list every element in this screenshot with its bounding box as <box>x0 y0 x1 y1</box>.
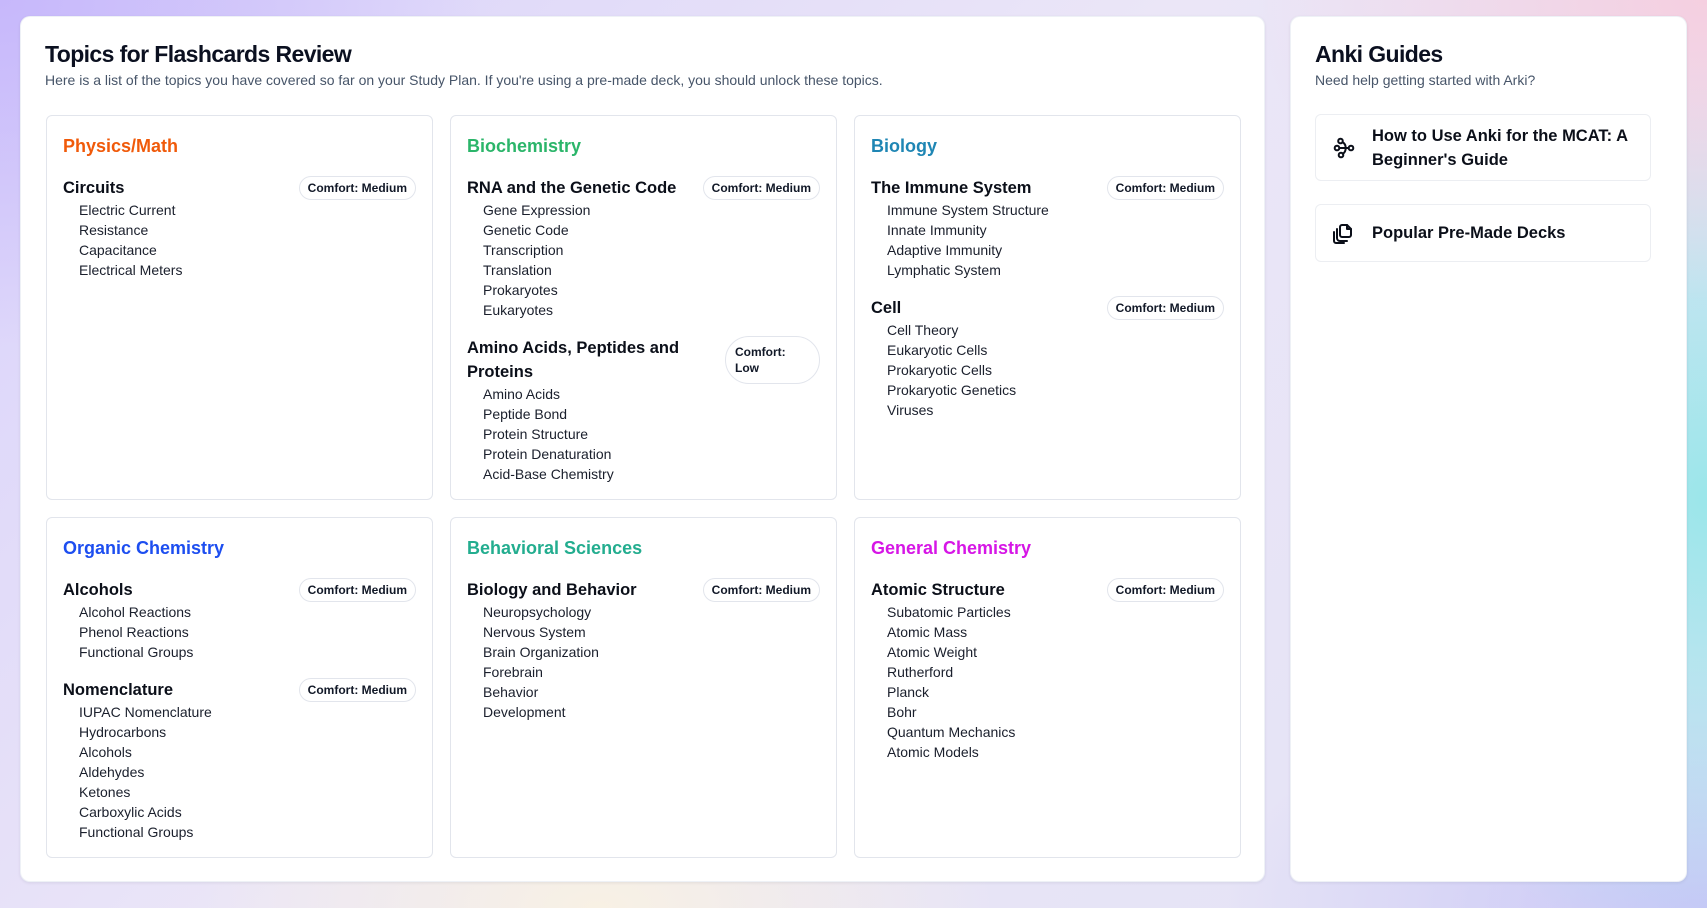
subtopic-item: Functional Groups <box>79 824 194 840</box>
subtopic-item: Prokaryotic Cells <box>887 362 993 378</box>
subtopic-item: Protein Denaturation <box>483 446 612 462</box>
topic <box>467 336 820 484</box>
subtopic-item: Eukaryotic Cells <box>887 342 988 358</box>
subtopic-item: Development <box>483 704 566 720</box>
guides-subtitle: Need help getting started with Arki? <box>1315 72 1536 88</box>
subtopic-item: Capacitance <box>79 242 157 258</box>
subtopic-list <box>467 602 820 722</box>
subtopic-item: Aldehydes <box>79 764 145 780</box>
subtopic-item: Forebrain <box>483 664 543 680</box>
subtopic-item: Phenol Reactions <box>79 624 189 640</box>
subject-title: Biology <box>871 136 937 156</box>
topic <box>63 176 416 280</box>
subtopic-item: Bohr <box>887 704 917 720</box>
subtopic-item: Viruses <box>887 402 934 418</box>
subtopic-item: Carboxylic Acids <box>79 804 182 820</box>
subject-title: Biochemistry <box>467 136 582 156</box>
topic-name: Nomenclature <box>63 681 174 699</box>
subtopic-list <box>871 320 1224 420</box>
subtopic-item: Planck <box>887 684 930 700</box>
files-icon <box>1332 221 1356 245</box>
subtopic-item: Eukaryotes <box>483 302 554 318</box>
topic-name: Cell <box>871 299 902 317</box>
topic-name: Biology and Behavior <box>467 581 637 599</box>
subject-card-general-chemistry <box>854 517 1241 858</box>
topic-name: The Immune System <box>871 179 1032 197</box>
route-icon <box>1332 136 1356 160</box>
subject-title: Organic Chemistry <box>63 538 225 558</box>
subtopic-item: Hydrocarbons <box>79 724 167 740</box>
subtopic-item: Nervous System <box>483 624 586 640</box>
guide-link-pre-made-decks[interactable] <box>1315 204 1651 262</box>
comfort-badge: Comfort: Medium <box>299 578 416 602</box>
subtopic-list <box>63 702 416 842</box>
anki-guides-panel <box>1290 16 1687 882</box>
subtopic-item: Lymphatic System <box>887 262 1001 278</box>
subtopic-list <box>467 200 820 320</box>
topics-panel <box>20 16 1265 882</box>
subtopic-list <box>467 384 820 484</box>
subtopic-item: Atomic Mass <box>887 624 968 640</box>
topic <box>467 578 820 722</box>
comfort-badge: Comfort: Medium <box>703 578 820 602</box>
subtopic-item: Rutherford <box>887 664 954 680</box>
subtopic-item: Subatomic Particles <box>887 604 1011 620</box>
subtopic-list <box>63 200 416 280</box>
topic <box>467 176 820 320</box>
guide-link-beginners-guide[interactable] <box>1315 114 1651 181</box>
subtopic-item: Alcohols <box>79 744 132 760</box>
subtopic-item: Quantum Mechanics <box>887 724 1016 740</box>
topic-name: RNA and the Genetic Code <box>467 179 677 197</box>
subtopic-item: Brain Organization <box>483 644 599 660</box>
comfort-badge: Comfort: Low <box>725 336 820 384</box>
subtopic-item: Adaptive Immunity <box>887 242 1003 258</box>
subject-card-organic-chemistry <box>46 517 433 858</box>
topic <box>63 678 416 842</box>
subject-title: Physics/Math <box>63 136 179 156</box>
subtopic-item: Electrical Meters <box>79 262 183 278</box>
comfort-badge: Comfort: Medium <box>703 176 820 200</box>
comfort-badge: Comfort: Medium <box>299 678 416 702</box>
topic-name: Alcohols <box>63 581 133 599</box>
subtopic-list <box>871 602 1224 762</box>
subtopic-list <box>63 602 416 662</box>
subject-title: Behavioral Sciences <box>467 538 643 558</box>
subtopic-item: Peptide Bond <box>483 406 568 422</box>
subtopic-item: Atomic Models <box>887 744 979 760</box>
guide-label: How to Use Anki for the MCAT: A Beginner's Guide <box>1372 126 1628 169</box>
topic-name: Atomic Structure <box>871 581 1005 599</box>
subject-card-biochemistry <box>450 115 837 500</box>
subtopic-item: Immune System Structure <box>887 202 1049 218</box>
topic-name: Circuits <box>63 179 125 197</box>
subtopic-item: Innate Immunity <box>887 222 987 238</box>
guide-label: Popular Pre-Made Decks <box>1372 224 1566 242</box>
topic-name: Amino Acids, Peptides and Proteins <box>467 339 680 381</box>
topic <box>871 578 1224 762</box>
subject-card-behavioral-sciences <box>450 517 837 858</box>
subtopic-item: Alcohol Reactions <box>79 604 192 620</box>
subtopic-item: Genetic Code <box>483 222 569 238</box>
subtopic-item: Behavior <box>483 684 539 700</box>
subject-card-biology <box>854 115 1241 500</box>
comfort-badge: Comfort: Medium <box>299 176 416 200</box>
comfort-badge: Comfort: Medium <box>1107 578 1224 602</box>
subtopic-item: Acid-Base Chemistry <box>483 466 614 482</box>
topic <box>63 578 416 662</box>
subtopic-item: Atomic Weight <box>887 644 977 660</box>
page-subtitle: Here is a list of the topics you have covered so far on your Study Plan. If you're using a pre-made deck, you should unlock these topics. <box>45 72 883 88</box>
subtopic-item: Cell Theory <box>887 322 959 338</box>
topic <box>871 176 1224 280</box>
topic <box>871 296 1224 420</box>
subtopic-item: Gene Expression <box>483 202 591 218</box>
subtopic-item: Neuropsychology <box>483 604 592 620</box>
subject-card-physics-math <box>46 115 433 500</box>
subtopic-item: Ketones <box>79 784 131 800</box>
subtopic-item: Resistance <box>79 222 149 238</box>
subtopic-item: Amino Acids <box>483 386 561 402</box>
comfort-badge: Comfort: Medium <box>1107 176 1224 200</box>
subtopic-item: Prokaryotes <box>483 282 558 298</box>
guides-title: Anki Guides <box>1315 41 1443 67</box>
subtopic-list <box>871 200 1224 280</box>
subtopic-item: Protein Structure <box>483 426 589 442</box>
subtopic-item: Transcription <box>483 242 564 258</box>
comfort-badge: Comfort: Medium <box>1107 296 1224 320</box>
subject-grid <box>46 115 1241 858</box>
subtopic-item: IUPAC Nomenclature <box>79 704 212 720</box>
subtopic-item: Functional Groups <box>79 644 194 660</box>
subtopic-item: Electric Current <box>79 202 176 218</box>
subject-title: General Chemistry <box>871 538 1032 558</box>
page-title: Topics for Flashcards Review <box>45 41 352 67</box>
subtopic-item: Prokaryotic Genetics <box>887 382 1017 398</box>
subtopic-item: Translation <box>483 262 552 278</box>
